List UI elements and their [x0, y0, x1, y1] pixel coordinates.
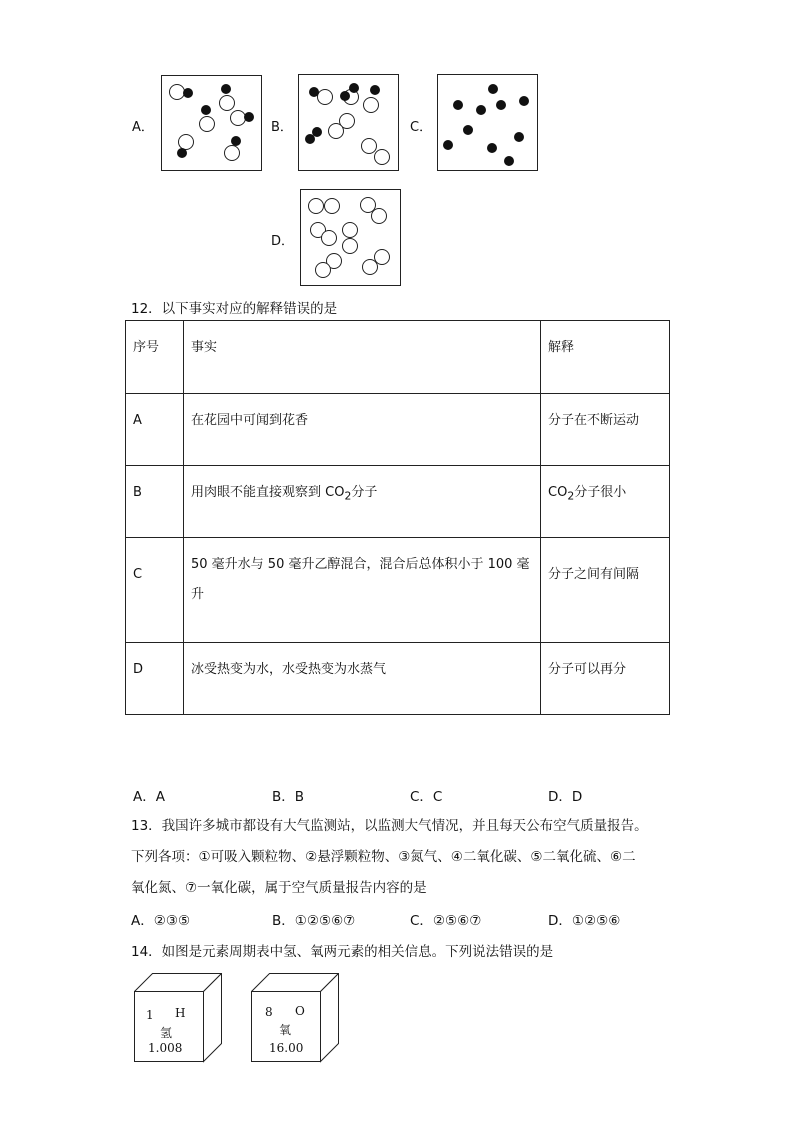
- q12-facts-table: [125, 320, 670, 715]
- row-id: D: [126, 643, 184, 715]
- q12-answer-a[interactable]: A．A: [133, 789, 165, 805]
- fact-text: 分子: [351, 485, 378, 500]
- row-explain: 分子之间有间隔: [541, 538, 670, 643]
- option-c-particles: [438, 75, 537, 170]
- table-header-row: [126, 321, 670, 394]
- header-explain: 解释: [541, 321, 670, 394]
- q12-answer-d[interactable]: D．D: [548, 789, 583, 805]
- table-row: [126, 643, 670, 715]
- row-fact: 50 毫升水与 50 毫升乙醇混合，混合后总体积小于 100 毫升: [184, 538, 541, 643]
- row-id: B: [126, 466, 184, 538]
- element-name: 氧: [279, 1023, 292, 1037]
- row-fact: [184, 466, 541, 538]
- header-id: 序号: [126, 321, 184, 394]
- option-c-label: C．: [410, 120, 433, 135]
- option-a-particles: [162, 76, 261, 170]
- row-explain: 分子可以再分: [541, 643, 670, 715]
- option-a-particle-box: [161, 75, 262, 171]
- row-explain: 分子在不断运动: [541, 394, 670, 466]
- q13-line: 氧化氮、⑦一氧化碳，属于空气质量报告内容的是: [131, 880, 427, 896]
- option-c-particle-box: [437, 74, 538, 171]
- element-name: 氢: [160, 1026, 173, 1040]
- q13-answer-c[interactable]: C．②⑤⑥⑦: [410, 913, 482, 929]
- option-d-particle-box: [300, 189, 401, 286]
- header-fact: 事实: [184, 321, 541, 394]
- table-row: [126, 394, 670, 466]
- hydrogen-element-cube: [134, 973, 222, 1063]
- table-row: [126, 466, 670, 538]
- q12-answer-c[interactable]: C．C: [410, 789, 443, 805]
- option-b-particle-box: [298, 74, 399, 171]
- q13-line: 下列各项：①可吸入颗粒物、②悬浮颗粒物、③氮气、④二氧化碳、⑤二氧化硫、⑥二: [131, 849, 636, 865]
- atomic-number: 1: [146, 1008, 154, 1022]
- q13-line: 13．我国许多城市都设有大气监测站，以监测大气情况，并且每天公布空气质量报告。: [131, 818, 648, 834]
- row-id: C: [126, 538, 184, 643]
- q13-answer-a[interactable]: A．②③⑤: [131, 913, 191, 929]
- explain-text: CO: [548, 485, 568, 500]
- explain-text: 分子很小: [574, 485, 627, 500]
- row-id: A: [126, 394, 184, 466]
- option-b-particles: [299, 75, 398, 170]
- option-d-label: D．: [271, 234, 295, 249]
- atomic-number: 8: [265, 1005, 273, 1019]
- row-fact: 在花园中可闻到花香: [184, 394, 541, 466]
- element-symbol: H: [175, 1006, 186, 1020]
- q14-title: 14．如图是元素周期表中氢、氧两元素的相关信息。下列说法错误的是: [131, 944, 554, 960]
- row-explain: [541, 466, 670, 538]
- q13-answer-b[interactable]: B．①②⑤⑥⑦: [272, 913, 356, 929]
- subscript: 2: [567, 489, 575, 503]
- table-row: [126, 538, 670, 643]
- option-b-label: B．: [271, 120, 293, 135]
- q13-answer-d[interactable]: D．①②⑤⑥: [548, 913, 621, 929]
- row-fact: 冰受热变为水，水受热变为水蒸气: [184, 643, 541, 715]
- option-d-particles: [301, 190, 400, 285]
- q12-answer-b[interactable]: B．B: [272, 789, 305, 805]
- q13-stem: [131, 811, 691, 904]
- q12-title: 12．以下事实对应的解释错误的是: [131, 301, 338, 317]
- atomic-mass: 1.008: [148, 1041, 183, 1055]
- subscript: 2: [344, 489, 352, 503]
- oxygen-element-cube: [251, 973, 339, 1063]
- element-symbol: O: [295, 1004, 305, 1018]
- atomic-mass: 16.00: [269, 1041, 304, 1055]
- fact-text: 用肉眼不能直接观察到 CO: [191, 485, 345, 500]
- option-a-label: A．: [132, 120, 154, 135]
